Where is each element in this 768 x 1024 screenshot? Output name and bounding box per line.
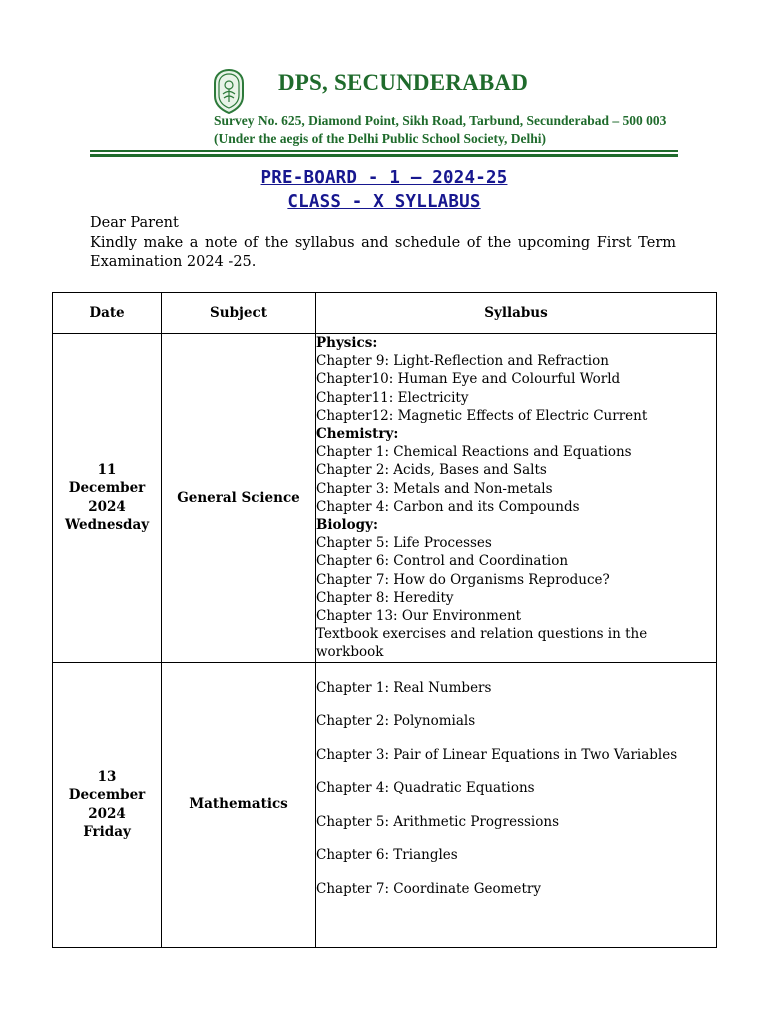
school-address: Survey No. 625, Diamond Point, Sikh Road, Tarbund, Secunderabad – 500 003	[214, 113, 667, 128]
chapter-item: Chapter 3: Pair of Linear Equations in Two Variables	[316, 746, 678, 763]
workbook-note: Textbook exercises and relation questions in the workbook	[316, 626, 648, 661]
chapter-item: Chapter 4: Carbon and its Compounds	[316, 498, 580, 515]
chapter-item: Chapter 1: Chemical Reactions and Equations	[316, 444, 632, 461]
syllabus-cell	[316, 662, 717, 947]
chapter-item: Chapter 5: Arithmetic Progressions	[316, 813, 559, 830]
header-divider-thick	[90, 154, 678, 157]
date-year: 2024	[88, 498, 126, 515]
chapter-item: Chapter 1: Real Numbers	[316, 679, 492, 696]
date-weekday: Wednesday	[64, 517, 150, 534]
chapter-item: Chapter 9: Light-Reflection and Refraction	[316, 353, 609, 370]
date-month: December	[68, 787, 146, 804]
syllabus-column-header: Syllabus	[316, 293, 717, 334]
exam-title: PRE-BOARD - 1 – 2024-25	[260, 168, 508, 188]
exam-subject: General Science	[162, 334, 316, 663]
chapter-item: Chapter 6: Triangles	[316, 847, 458, 864]
subject-column-header: Subject	[162, 293, 316, 334]
date-year: 2024	[88, 805, 126, 822]
chapter-item: Chapter 5: Life Processes	[316, 535, 492, 552]
header-divider-thin	[90, 150, 678, 152]
biology-heading: Biology:	[316, 517, 378, 534]
table-row	[53, 662, 717, 947]
chapter-item: Chapter 7: How do Organisms Reproduce?	[316, 571, 610, 588]
physics-heading: Physics:	[316, 335, 378, 351]
chapter-item: Chapter10: Human Eye and Colourful World	[316, 371, 621, 388]
chapter-item: Chapter12: Magnetic Effects of Electric Current	[316, 407, 648, 424]
school-affiliation: (Under the aegis of the Delhi Public School Society, Delhi)	[214, 131, 546, 146]
exam-date	[53, 662, 162, 947]
syllabus-table	[52, 292, 717, 948]
date-column-header: Date	[53, 293, 162, 334]
salutation: Dear Parent	[90, 215, 179, 231]
exam-date	[53, 334, 162, 663]
exam-subject: Mathematics	[162, 662, 316, 947]
date-weekday: Friday	[83, 824, 131, 841]
school-crest-icon	[212, 68, 246, 114]
intro-paragraph: Kindly make a note of the syllabus and schedule of the upcoming First Term Examination 2024 -25.	[90, 235, 676, 270]
date-day: 11	[97, 461, 117, 478]
chapter-item: Chapter 2: Acids, Bases and Salts	[316, 462, 547, 479]
chapter-item: Chapter 4: Quadratic Equations	[316, 780, 535, 797]
table-row	[53, 334, 717, 663]
chapter-item: Chapter 8: Heredity	[316, 589, 454, 606]
syllabus-cell	[316, 334, 717, 663]
chapter-item: Chapter 7: Coordinate Geometry	[316, 880, 541, 897]
chapter-item: Chapter11: Electricity	[316, 389, 469, 406]
chapter-item: Chapter 2: Polynomials	[316, 713, 476, 730]
chapter-item: Chapter 6: Control and Coordination	[316, 553, 569, 570]
table-header-row	[53, 293, 717, 334]
chapter-item: Chapter 13: Our Environment	[316, 608, 522, 625]
school-name: DPS, SECUNDERABAD	[278, 70, 529, 95]
chapter-item: Chapter 3: Metals and Non-metals	[316, 480, 553, 497]
date-day: 13	[97, 768, 117, 785]
syllabus-title: CLASS - X SYLLABUS	[287, 192, 481, 212]
date-month: December	[68, 480, 146, 497]
chemistry-heading: Chemistry:	[316, 426, 399, 443]
